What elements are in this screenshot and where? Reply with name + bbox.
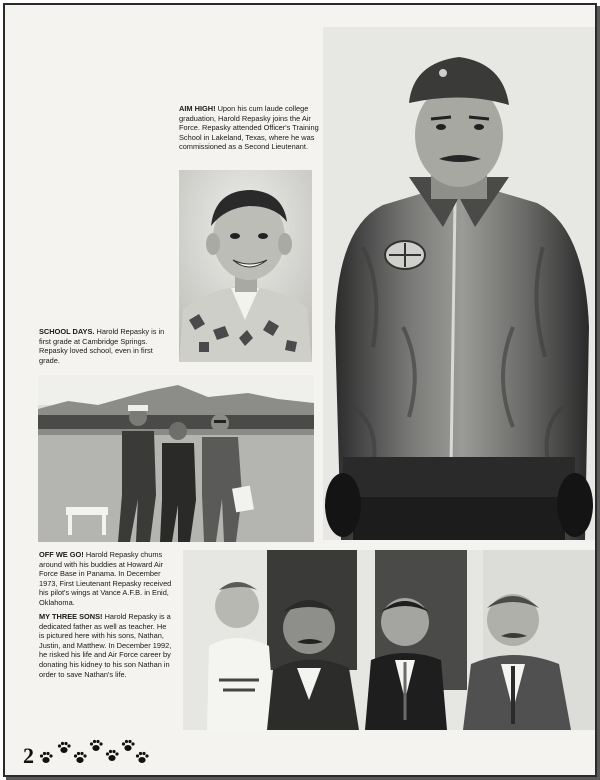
paw-print-icon [39,751,53,765]
caption-school-days [39,327,173,365]
paw-print-icon [89,739,103,753]
caption-heading: MY THREE SONS! [39,612,105,621]
caption-body: Harold Repasky is in first grade at Cambridge Springs. Repasky loved school, even in first grade. [39,327,165,365]
page-number: 2 [23,743,34,768]
photo-second-lieutenant-portrait [323,27,596,540]
caption-body: Harold Repasky chums around with his buddies at Howard Air Force Base in Panama. In December 1973, First Lieutenant Repasky received his pilot's wings at Vance A.F.B. in Enid, Oklahoma. [39,550,172,607]
caption-aim-high [179,104,321,152]
caption-body: Harold Repasky is a dedicated father as well as teacher. He is pictured here with his sons, Nathan, Justin, and Matthew. In December 1992, he risked his life and Air Force career by donating his kidney to his son Nathan in order to save Nathan's life. [39,612,172,679]
caption-heading: AIM HIGH! [179,104,218,113]
paw-print-icon [57,741,71,755]
yearbook-page [3,3,597,777]
paw-print-icon [73,751,87,765]
paw-print-icon [135,751,149,765]
paw-print-icon [105,749,119,763]
caption-body: Upon his cum laude college graduation, Harold Repasky joins the Air Force. Repasky attended Officer's Training School in Lakeland, Texas, where he was commissioned as a Second Lieutenant. [179,104,319,152]
photo-first-grade-portrait [179,170,312,362]
caption-heading: SCHOOL DAYS. [39,327,97,336]
caption-off-we-go [39,550,173,608]
photo-airmen-at-howard-afb [38,375,314,542]
paw-print-icon [121,739,135,753]
caption-my-three-sons [39,612,173,679]
caption-heading: OFF WE GO! [39,550,86,559]
photo-repasky-and-three-sons [183,550,596,730]
